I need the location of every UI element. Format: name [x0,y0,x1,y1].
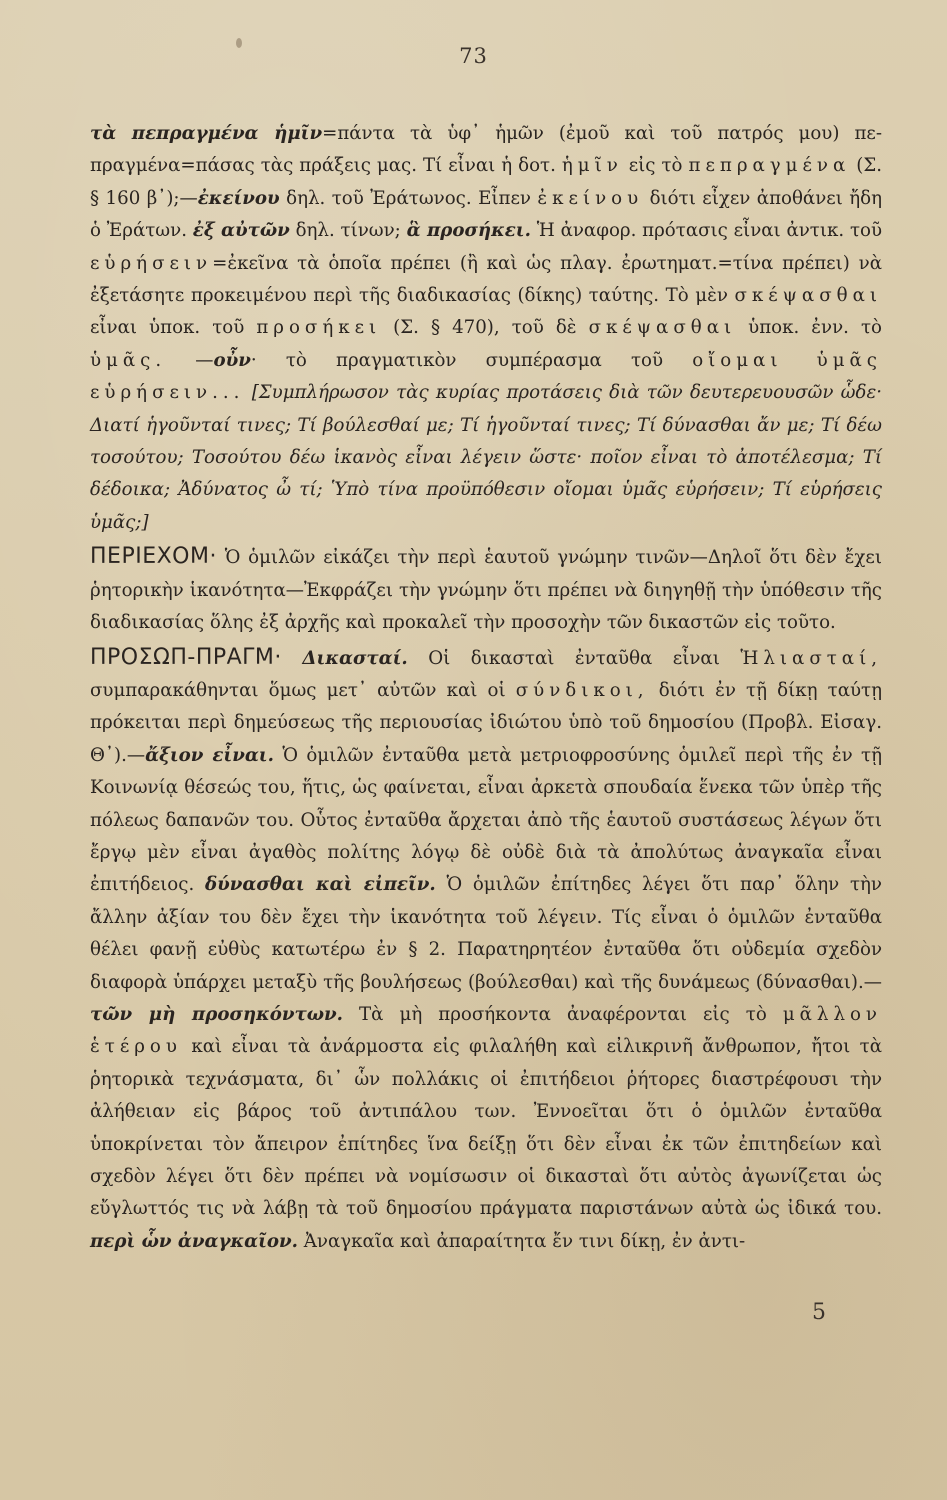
spaced-word: οἴομαι ὑμᾶς εὑρήσειν... [90,349,882,404]
commentary-text [90,118,882,1260]
text-run: (Σ. § 160 β᾽);— [90,155,882,209]
spaced-word: προσήκει [256,317,382,339]
text-run: Ὁ ὁμιλῶν εἰκάζει τὴν περὶ ἑαυτοῦ γνώμην τινῶν—Δηλοῖ ὅτι δὲν ἔχει ῥητορικὴν ἱκανότητα—Ἐκφράζει τὴν γνώμην ὅτι πρέπει νὰ διηγηθῇ τὴν ὑπόθεσιν τῆς διαδικασίας ὅλης ἐξ ἀρχῆς καὶ προκαλεῖ τὴν προσοχὴν τῶν δικαστῶν εἰς τοῦτο. [90,547,882,634]
paragraph-persons-matters [90,642,882,1259]
spaced-word: ἡμῖν [561,155,623,177]
lemma: ἐξ αὐτῶν [192,220,290,242]
text-run: (Σ. § 470), τοῦ δὲ [381,317,589,339]
text-run: =πάντα τὰ ὑφ᾽ ἡμῶν (ἐμοῦ καὶ τοῦ πατρός μου) πε-πραγμένα=πάσας τὰς πράξεις μας. Τί εἶναι ἡ δοτ. [90,123,882,177]
spaced-word: εὑρήσειν [90,252,213,274]
text-run: καὶ εἶναι τὰ ἀνάρμοστα εἰς φιλαλήθη καὶ εἰλικρινῆ ἄνθρωπον, ἤτοι τὰ ῥητορικὰ τεχνάσματα, δι᾽ ὧν πολλάκις οἱ ἐπιτήδειοι ῥήτορες διαστρέφουσι τὴν ἀλήθειαν εἰς βάρος τοῦ ἀντιπάλου των. Ἐννοεῖται ὅτι ὁ ὁμιλῶν ἐνταῦθα ὑποκρίνεται τὸν ἄπειρον ἐπίτηδες ἵνα δείξῃ ὅτι δὲν εἶναι ἐκ τῶν ἐπιτηδείων καὶ σχεδὸν λέγει ὅτι δὲν πρέπει νὰ νομίσωσιν οἱ δικασταὶ ὅτι αὐτὸς ἀγωνίζεται ὡς εὔγλωττός τις νὰ λάβῃ τὰ τοῦ δημοσίου πράγματα παριστάνων αὐτὰ ὡς ἰδικά του. [90,1036,882,1220]
text-run: διότι ἐν τῇ δίκῃ ταύτῃ πρόκειται περὶ δημεύσεως τῆς περιουσίας ἰδιώτου ὑπὸ τοῦ δημοσίου (Προβλ. Εἰσαγ. Θ᾽).— [90,679,882,766]
lemma: τὰ πεπραγμένα ἡμῖν [90,123,323,144]
text-run: Τὰ μὴ προσήκοντα ἀναφέρονται εἰς τὸ [342,1003,783,1025]
spaced-word: πεπραγμένα [688,155,851,177]
lemma: οὖν [213,349,251,371]
page-number: 73 [459,44,488,68]
text-run: Ἀναγκαῖα καὶ ἀπαραίτητα ἔν τινι δίκῃ, ἐν ἀντι- [298,1230,746,1252]
lemma: ἃ προσήκει. [406,220,531,242]
text-run: δηλ. τίνων; [289,220,407,242]
text-run: διότι εἶχεν ἀποθάνει ἤδη ὁ Ἐράτων. [90,187,883,242]
section-heading-contents: ΠΕΡΙΕΧΟΜ· [90,544,217,570]
text-run: συμπαρακάθηνται ὅμως μετ᾽ αὐτῶν καὶ οἱ [90,679,516,701]
text-run: Ἡ ἀναφορ. πρότασις εἶναι ἀντικ. τοῦ [530,220,883,242]
text-run: Ὁ ὁμιλῶν ἐπίτηδες λέγει ὅτι παρ᾽ ὅλην τὴν ἄλλην ἀξίαν του δὲν ἔχει τὴν ἱκανότητα τοῦ λέγειν. Τίς εἶναι ὁ ὁμιλῶν ἐνταῦθα θέλει φανῇ εὐθὺς κατωτέρω ἐν § 2. Παρατηρητέον ἐνταῦθα ὅτι οὐδεμία σχεδὸν διαφορὰ ὑπάρχει μεταξὺ τῆς βουλήσεως (βούλεσθαι) καὶ τῆς δυνάμεως (δύνασθαι).— [90,874,882,993]
spaced-word: σύνδικοι, [515,679,649,701]
exercise-bracket: [Συμπλήρωσον τὰς κυρίας προτάσεις διὰ τῶν δευτερευουσῶν ὧδε· Διατί ἡγοῦνταί τινες; Τί βούλεσθαί με; Τί ἡγοῦνταί τινες; Τί δύνασθαι ἄν με; Τί δέω τοσούτου; Τοσούτου δέω ἱκανὸς εἶναι λέγειν ὥστε· ποῖον εἶναι τὸ ἀποτέλεσμα; Τί δέδοικα; Ἀδύνατος ὦ τί; Ὑπὸ τίνα προϋπόθεσιν οἴομαι ὑμᾶς εὑρήσειν; Τί εὑρήσεις ὑμᾶς;] [90,382,882,533]
text-run: εἰς τὸ [622,155,689,177]
paragraph-contents [90,541,882,639]
spaced-word: ὑμᾶς. [90,349,167,371]
spaced-word: Ἡλιασταί, [740,647,882,669]
text-run: — [166,349,214,371]
text-run: Οἱ δικασταὶ ἐνταῦθα εἶναι [407,647,741,669]
text-run: εἶναι ὑποκ. τοῦ [90,317,257,339]
spaced-word: μᾶλλον ἑτέρου [90,1003,882,1058]
paragraph-notes [90,118,882,539]
lemma: δύνασθαι καὶ εἰπεῖν. [204,874,436,896]
lemma: περὶ ὧν ἀναγκαῖον. [90,1230,298,1252]
text-run: =ἐκεῖνα τὰ ὁποῖα πρέπει (ἢ καὶ ὡς πλαγ. ἐρωτηματ.=τίνα πρέπει) νὰ ἐξετάσητε προκειμένου περὶ τῆς διαδικασίας (δίκης) ταύτης. Τὸ μὲν [90,252,882,307]
lemma: τῶν μὴ προσηκόντων. [90,1003,343,1025]
lemma: Δικασταί. [302,647,408,669]
text-run: · τὸ πραγματικὸν συμπέρασμα τοῦ [250,349,693,371]
text-run: ὑποκ. ἐνν. τὸ [736,317,882,339]
lemma: ἄξιον εἶναι. [145,744,274,766]
spaced-word: σκέψασθαι [734,285,882,307]
signature-mark: 5 [812,1300,826,1325]
lemma: ἐκείνου [197,187,280,209]
spaced-word: σκέψασθαι [588,317,737,339]
spaced-word: ἐκείνου [537,187,644,209]
text-run: δηλ. τοῦ Ἐράτωνος. Εἶπεν [279,187,538,209]
text-run: Ὁ ὁμιλῶν ἐνταῦθα μετὰ μετριοφροσύνης ὁμιλεῖ περὶ τῆς ἐν τῇ Κοινωνίᾳ θέσεώς του, ἥτις, ὡς φαίνεται, εἶναι ἀρκετὰ σπουδαία ἕνεκα τῶν ὑπὲρ τῆς πόλεως δαπανῶν του. Οὗτος ἐνταῦθα ἄρχεται ἀπὸ τῆς ἑαυτοῦ συστάσεως λέγων ὅτι ἔργῳ μὲν εἶναι ἀγαθὸς πολίτης λόγῳ δὲ οὐδὲ διὰ τὰ ἀπολύτως ἀναγκαῖα εἶναι ἐπιτήδειος. [90,744,882,896]
section-heading-persons: ΠΡΟΣΩΠ-ΠΡΑΓΜ· [90,644,282,670]
